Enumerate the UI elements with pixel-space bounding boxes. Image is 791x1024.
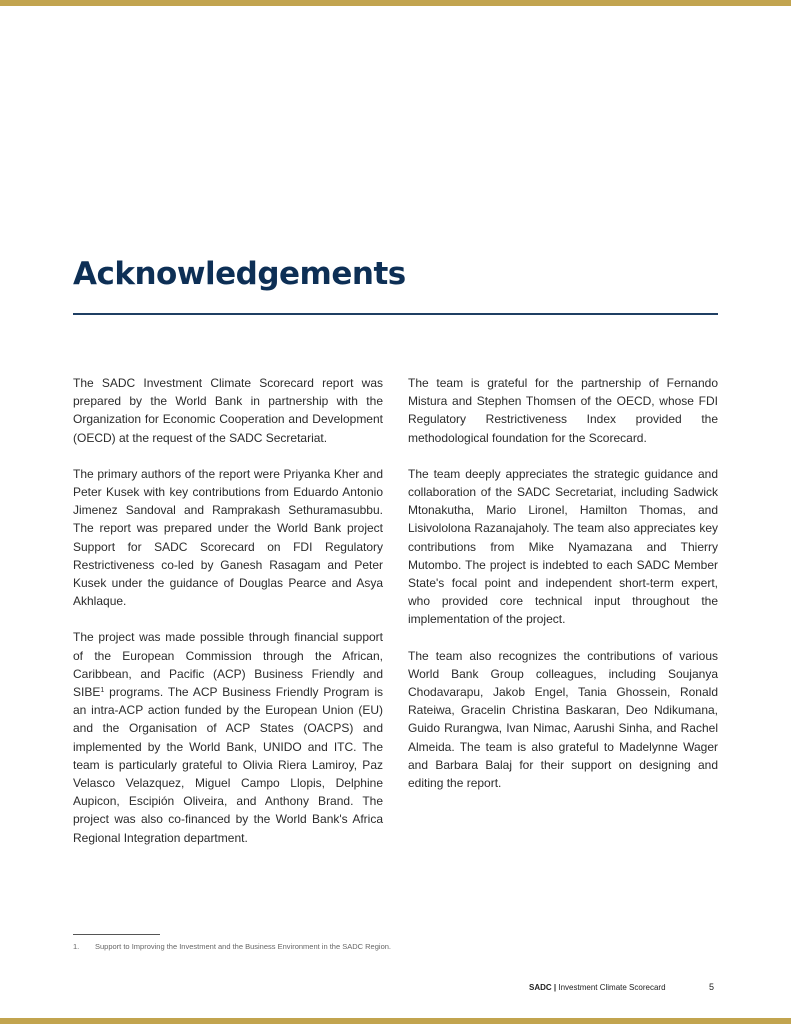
footnote-reference[interactable]: 1 <box>100 687 105 695</box>
footer-label <box>529 983 666 992</box>
page-number: 5 <box>709 982 715 992</box>
top-accent-bar <box>0 0 791 6</box>
footnote-text: Support to Improving the Investment and the Business Environment in the SADC Region. <box>95 942 391 951</box>
bottom-accent-bar <box>0 1018 791 1024</box>
footnote-number: 1. <box>73 942 80 951</box>
paragraph-text: The project was made possible through financial support of the European Commission through the African, Caribbean, and Pacific (ACP) Business Friendly and SIBE <box>73 630 383 700</box>
paragraph: The team is grateful for the partnership of Fernando Mistura and Stephen Thomsen of the OECD, whose FDI Regulatory Restrictiveness Index provided the methodological foundation for the Scorecard. <box>408 376 718 445</box>
paragraph: The primary authors of the report were Priyanka Kher and Peter Kusek with key contributions from Eduardo Antonio Jimenez Sandoval and Ramprakash Sethuramasubbu. The report was prepared under the World Bank project Support for SADC Scorecard on FDI Regulatory Restrictiveness co-led by Ganesh Rasagam and Peter Kusek under the guidance of Douglas Pearce and Asya Akhlaque. <box>73 466 383 609</box>
footer-org: SADC <box>529 983 552 992</box>
footnote-divider <box>73 934 160 935</box>
footer-separator: | <box>551 983 559 992</box>
footnote <box>73 942 391 951</box>
paragraph: The team also recognizes the contributions of various World Bank Group colleagues, including Soujanya Chodavarapu, Jakob Engel, Tania Ghossein, Ronald Rateiwa, Gracelin Christina Baskaran, Deo Ndikumana, Guido Rurangwa, Ivan Nimac, Aarushi Sinha, and Rachel Almeida. The team is also grateful to Madelynne Wager and Barbara Balaj for their support on designing and editing the report. <box>408 648 718 791</box>
left-column <box>73 374 383 865</box>
paragraph: The team deeply appreciates the strategic guidance and collaboration of the SADC Secretariat, including Sadwick Mtonakutha, Mario Lironel, Hamilton Thomas, and Lisivololona Razanajaholy. The team also appreciates key contributions from Mike Nyamazana and Thierry Mutombo. The project is indebted to each SADC Member State's focal point and independent short-term expert, who provided core technical input throughout the implementation of the project. <box>408 466 718 627</box>
page-title: Acknowledgements <box>73 256 406 292</box>
paragraph: The SADC Investment Climate Scorecard report was prepared by the World Bank in partnership with the Organization for Economic Cooperation and Development (OECD) at the request of the SADC Secretariat. <box>73 376 383 445</box>
paragraph-text: programs. The ACP Business Friendly Program is an intra-ACP action funded by the European Union (EU) and the Organisation of ACP States (OACPS) and implemented by the World Bank, UNIDO and ITC. The team is particularly grateful to Olivia Riera Lamiroy, Paz Velasco Velazquez, Miguel Campo Llopis, Delphine Aupicon, Escipión Oliveira, and Anthony Brand. The project was also co-financed by the World Bank's Africa Regional Integration department. <box>73 685 383 845</box>
paragraph <box>73 628 383 846</box>
right-column <box>408 374 718 810</box>
footer-report-title: Investment Climate Scorecard <box>558 983 666 992</box>
title-divider <box>73 313 718 315</box>
